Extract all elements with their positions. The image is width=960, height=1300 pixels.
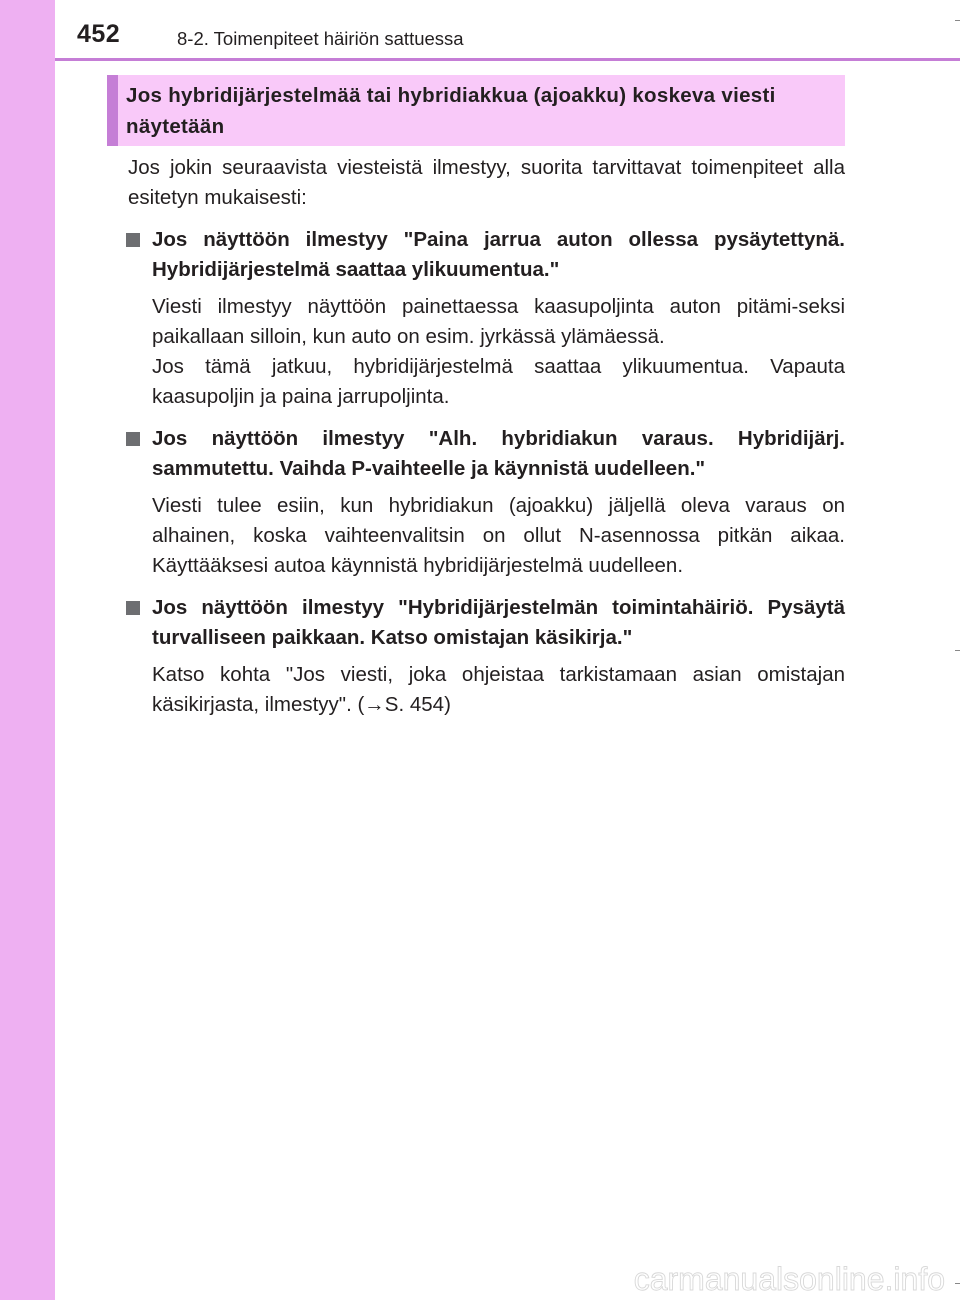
intro-paragraph: Jos jokin seuraavista viesteistä ilmestyy, suorita tarvittavat toimenpiteet alla esitetyn mukaisesti:	[128, 156, 845, 209]
item-body	[152, 491, 845, 581]
item-paragraph: Viesti tulee esiin, kun hybridiakun (ajoakku) jäljellä oleva varaus on alhainen, koska vaihteenvalitsin on ollut N-asennossa pitkän aikaa. Käyttääksesi autoa käynnistä hybridijärjestelmä uudelleen.	[152, 494, 845, 577]
list-item	[126, 593, 845, 720]
item-paragraph: Viesti ilmestyy näyttöön painettaessa kaasupoljinta auton pitämi-seksi paikallaan silloin, kun auto on esim. jyrkässä ylämäessä.	[152, 295, 845, 348]
item-paragraph: Jos tämä jatkuu, hybridijärjestelmä saattaa ylikuumentua. Vapauta kaasupoljin ja paina jarrupoljinta.	[152, 355, 845, 408]
list-item	[126, 424, 845, 581]
item-title: Jos näyttöön ilmestyy "Paina jarrua auton ollessa pysäytettynä. Hybridijärjestelmä saattaa ylikuumentua."	[152, 228, 845, 281]
side-color-strip	[0, 0, 55, 1300]
edge-crop-mark	[955, 20, 960, 21]
square-bullet-icon	[126, 233, 140, 247]
page-number: 452	[77, 20, 121, 48]
item-paragraph: Katso kohta "Jos viesti, joka ohjeistaa tarkistamaan asian omistajan käsikirjasta, ilmestyy". (→S. 454)	[152, 663, 845, 716]
item-title: Jos näyttöön ilmestyy "Hybridijärjestelmän toimintahäiriö. Pysäytä turvalliseen paikkaan. Katso omistajan käsikirja."	[152, 596, 845, 649]
square-bullet-icon	[126, 601, 140, 615]
edge-crop-mark	[955, 1283, 960, 1284]
main-content	[107, 75, 845, 720]
square-bullet-icon	[126, 432, 140, 446]
edge-crop-mark	[955, 650, 960, 651]
section-title: 8-2. Toimenpiteet häiriön sattuessa	[177, 28, 464, 49]
item-title: Jos näyttöön ilmestyy "Alh. hybridiakun varaus. Hybridijärj. sammutettu. Vaihda P-vaihteelle ja käynnistä uudelleen."	[152, 427, 845, 480]
item-body	[152, 660, 845, 720]
watermark-text: carmanualsonline.info	[633, 1261, 945, 1297]
list-item	[126, 225, 845, 412]
header-rule	[55, 58, 960, 61]
section-heading: Jos hybridijärjestelmää tai hybridiakkua (ajoakku) koskeva viesti näytetään	[107, 75, 845, 146]
item-body	[152, 292, 845, 412]
